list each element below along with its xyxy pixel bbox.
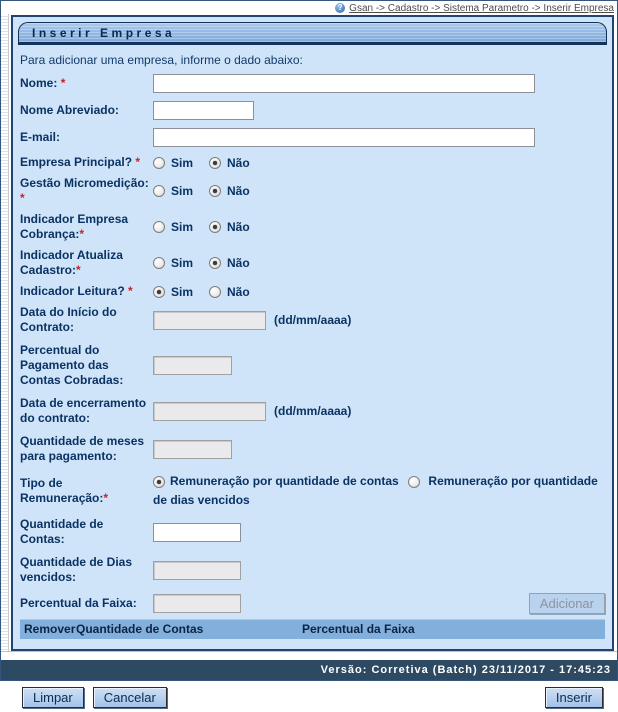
tipo-remuneracao-label: Tipo de Remuneração:* [20,475,109,505]
breadcrumb[interactable]: Gsan -> Cadastro -> Sistema Parametro -> Inserir Empresa [349,2,614,14]
remover-column-header: Remover [24,622,76,637]
row-quantidade-meses [20,434,605,464]
help-icon[interactable]: ? [335,3,345,13]
sim-option-label: Sim [171,184,194,198]
gestao-micromedicao-label: Gestão Micromedição: * [20,176,149,205]
quantidade-meses-label: Quantidade de meses para pagamento: [20,434,145,463]
nome-label: Nome: * [20,76,66,90]
row-data-inicio-contrato [20,305,605,335]
indicador-atualiza-cadastro-label: Indicador Atualiza Cadastro:* [20,248,123,277]
row-nome-abreviado [20,101,605,120]
nao-option-label: Não [227,155,250,170]
remuneracao-contas-radio[interactable] [153,476,165,488]
email-input[interactable] [153,128,535,147]
indicador-atualiza-cadastro-nao-radio[interactable] [209,257,221,269]
nao-option-label: Não [227,184,250,198]
gestao-micromedicao-sim-radio[interactable] [153,185,165,197]
sim-option-label: Sim [171,284,194,299]
nome-input[interactable] [153,74,535,93]
row-percentual-pagamento [20,343,605,388]
quantidade-dias-label: Quantidade de Dias vencidos: [20,555,133,585]
nao-option-label: Não [227,284,250,299]
percentual-faixa-label: Percentual da Faixa: [20,596,137,611]
version-footer [1,660,617,680]
nome-abreviado-input[interactable] [153,101,254,120]
quantidade-dias-input [153,561,241,580]
data-encerramento-input [153,402,266,421]
quantidade-meses-input [153,440,232,459]
inserir-button[interactable]: Inserir [545,687,603,708]
row-indicador-empresa-cobranca [20,212,605,242]
indicador-leitura-sim-radio[interactable] [153,286,165,298]
remuneracao-dias-label: Remuneração por quantidade de dias vencidos [153,474,598,507]
instruction-text: Para adicionar uma empresa, informe o dado abaixo: [20,53,303,67]
row-empresa-principal [20,155,605,170]
date-format-hint: (dd/mm/aaaa) [274,404,352,418]
row-quantidade-dias [20,555,605,585]
action-buttons [20,687,605,708]
version-text: Versão: Corretiva (Batch) 23/11/2017 - 17:45:23 [320,664,611,676]
required-marker: * [60,76,66,90]
data-inicio-contrato-label: Data do Início do Contrato: [20,305,117,334]
required-marker: * [79,227,85,241]
quantidade-contas-label: Quantidade de Contas: [20,517,104,547]
row-tipo-remuneracao [20,472,605,509]
percentual-faixa-column-header: Percentual da Faixa [302,622,415,637]
row-gestao-micromedicao [20,176,605,206]
nao-option-label: Não [227,256,250,270]
row-nome [20,74,605,93]
percentual-pagamento-label: Percentual do Pagamento das Contas Cobradas: [20,343,124,387]
row-indicador-atualiza-cadastro [20,248,605,278]
nao-option-label: Não [227,220,250,234]
indicador-leitura-nao-radio[interactable] [209,286,221,298]
tipo-remuneracao-options [153,472,605,509]
required-marker: * [128,284,133,298]
row-indicador-leitura [20,284,605,299]
faixas-table-header [20,619,605,639]
left-decor-stripe [1,14,9,651]
row-email [20,128,605,147]
remuneracao-contas-label: Remuneração por quantidade de contas [170,474,399,488]
panel-titlebar [18,22,607,45]
sim-option-label: Sim [171,155,194,170]
indicador-empresa-cobranca-nao-radio[interactable] [209,221,221,233]
bottom-gap [1,651,617,660]
required-marker: * [135,155,141,169]
nome-abreviado-label: Nome Abreviado: [20,103,119,117]
row-data-encerramento [20,396,605,426]
cancelar-button[interactable]: Cancelar [93,687,167,708]
email-label: E-mail: [20,130,61,144]
adicionar-button[interactable]: Adicionar [529,593,605,614]
remuneracao-dias-radio[interactable] [408,476,420,488]
data-inicio-contrato-input [153,311,266,330]
percentual-pagamento-input [153,356,232,375]
sim-option-label: Sim [171,256,194,270]
row-quantidade-contas [20,517,605,547]
indicador-empresa-cobranca-sim-radio[interactable] [153,221,165,233]
required-marker: * [103,490,109,505]
quantidade-contas-input[interactable] [153,523,241,542]
gestao-micromedicao-nao-radio[interactable] [209,185,221,197]
empresa-principal-sim-radio[interactable] [153,157,165,169]
empresa-principal-label: Empresa Principal? * [20,155,141,169]
data-encerramento-label: Data de encerramento do contrato: [20,396,147,425]
required-marker: * [76,263,81,277]
quantidade-contas-column-header: Quantidade de Contas [76,622,204,637]
form [13,74,612,712]
limpar-button[interactable]: Limpar [22,687,84,708]
indicador-leitura-label: Indicador Leitura? * [20,284,133,298]
page-title: Inserir Empresa [32,26,176,40]
empresa-principal-nao-radio[interactable] [209,157,221,169]
row-percentual-faixa [20,593,605,614]
date-format-hint: (dd/mm/aaaa) [274,313,352,327]
indicador-empresa-cobranca-label: Indicador Empresa Cobrança:* [20,212,129,241]
sim-option-label: Sim [171,220,194,234]
percentual-faixa-input [153,594,241,613]
breadcrumb-bar [1,1,617,14]
required-marker: * [20,191,25,205]
indicador-atualiza-cadastro-sim-radio[interactable] [153,257,165,269]
